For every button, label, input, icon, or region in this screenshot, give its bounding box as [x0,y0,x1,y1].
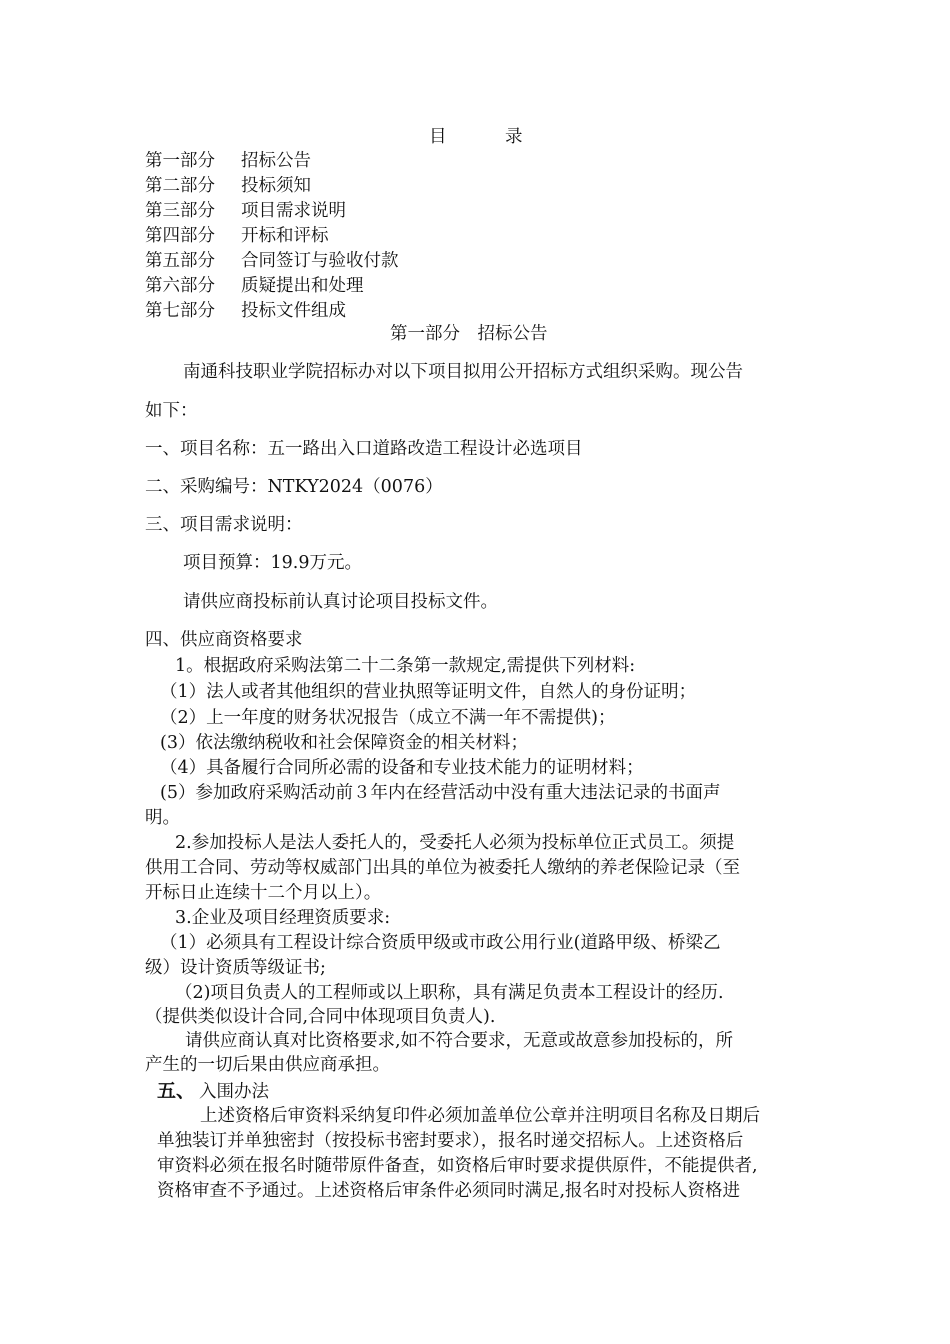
toc-item [145,174,311,198]
req-3-1-line-1: （1）必须具有工程设计综合资质甲级或市政公用行业(道路甲级、桥梁乙 [160,933,721,953]
project-name: 一、项目名称：五一路出入口道路改造工程设计必选项目 [145,439,583,459]
req-1-3: (3）依法缴纳税收和社会保障资金的相关材料； [160,733,528,753]
req-2-line-2: 供用工合同、劳动等权威部门出具的单位为被委托人缴纳的养老保险记录（至 [145,858,740,878]
shortlist-line-2: 单独装订并单独密封（按投标书密封要求），报名时递交招标人。上述资格后 [157,1131,744,1151]
req-3: 3.企业及项目经理资质要求: [175,908,391,928]
shortlist-line-1: 上述资格后审资料采纳复印件必须加盖单位公章并注明项目名称及日期后 [200,1106,760,1126]
req-1-1: （1）法人或者其他组织的营业执照等证明文件，自然人的身份证明； [160,682,697,702]
toc-item-no: 第七部分 [145,301,215,321]
req-1-4: （4）具备履行合同所必需的设备和专业技术能力的证明材料； [160,758,644,778]
qualification-heading: 四、供应商资格要求 [145,630,303,650]
req-1-5-line-1: (5）参加政府采购活动前３年内在经营活动中没有重大违法记录的书面声 [160,783,721,803]
req-2-line-1: 2.参加投标人是法人委托人的，受委托人必须为投标单位正式员工。须提 [175,833,735,853]
req-3-2-line-2: （提供类似设计合同,合同中体现项目负责人). [145,1007,496,1027]
toc-item-name: 质疑提出和处理 [241,276,364,296]
toc-item [145,299,346,323]
toc-item-name: 项目需求说明 [241,201,346,221]
warning-line-1: 请供应商认真对比资格要求,如不符合要求，无意或故意参加投标的，所 [185,1031,734,1051]
toc-item-no: 第五部分 [145,251,215,271]
toc-item [145,199,346,223]
shortlist-heading [157,1079,269,1104]
toc-item-no: 第三部分 [145,201,215,221]
toc-item-name: 开标和评标 [241,226,329,246]
toc-item [145,149,311,173]
toc-item-name: 投标文件组成 [241,301,346,321]
notice-text: 请供应商投标前认真讨论项目投标文件。 [183,592,498,612]
toc-item-no: 第一部分 [145,151,215,171]
req-1-2: （2）上一年度的财务状况报告（成立不满一年不需提供)； [160,708,616,728]
req-1: 1。根据政府采购法第二十二条第一款规定,需提供下列材料: [175,656,636,676]
toc-item [145,224,329,248]
toc-item-name: 合同签订与验收付款 [241,251,399,271]
intro-line-1: 南通科技职业学院招标办对以下项目拟用公开招标方式组织采购。现公告 [183,362,743,382]
req-3-2-line-1: （2)项目负责人的工程师或以上职称，具有满足负责本工程设计的经历. [175,983,724,1003]
shortlist-heading-title: 入围办法 [199,1082,270,1102]
part1-heading: 第一部分 招标公告 [390,324,548,344]
toc-item-no: 第六部分 [145,276,215,296]
toc-item [145,249,399,273]
procurement-number: 二、采购编号：NTKY2024（0076） [145,477,443,497]
toc-item-name: 投标须知 [241,176,311,196]
req-1-5-line-2: 明。 [145,808,180,828]
req-3-1-line-2: 级）设计资质等级证书; [145,958,326,978]
requirements-heading: 三、项目需求说明： [145,515,303,535]
shortlist-heading-number: 五、 [157,1080,196,1102]
req-2-line-3: 开标日止连续十二个月以上）。 [145,883,382,903]
toc-title-left: 目 [429,127,447,147]
toc-item [145,274,364,298]
toc-item-name: 招标公告 [241,151,311,171]
toc-item-no: 第四部分 [145,226,215,246]
project-budget: 项目预算：19.9万元。 [183,553,362,573]
shortlist-line-3: 审资料必须在报名时随带原件备查，如资格后审时要求提供原件，不能提供者, [157,1156,758,1176]
intro-line-2: 如下： [145,401,198,421]
shortlist-line-4: 资格审查不予通过。上述资格后审条件必须同时满足,报名时对投标人资格进 [157,1181,741,1201]
warning-line-2: 产生的一切后果由供应商承担。 [145,1055,390,1075]
toc-item-no: 第二部分 [145,176,215,196]
toc-title-right: 录 [505,127,523,147]
